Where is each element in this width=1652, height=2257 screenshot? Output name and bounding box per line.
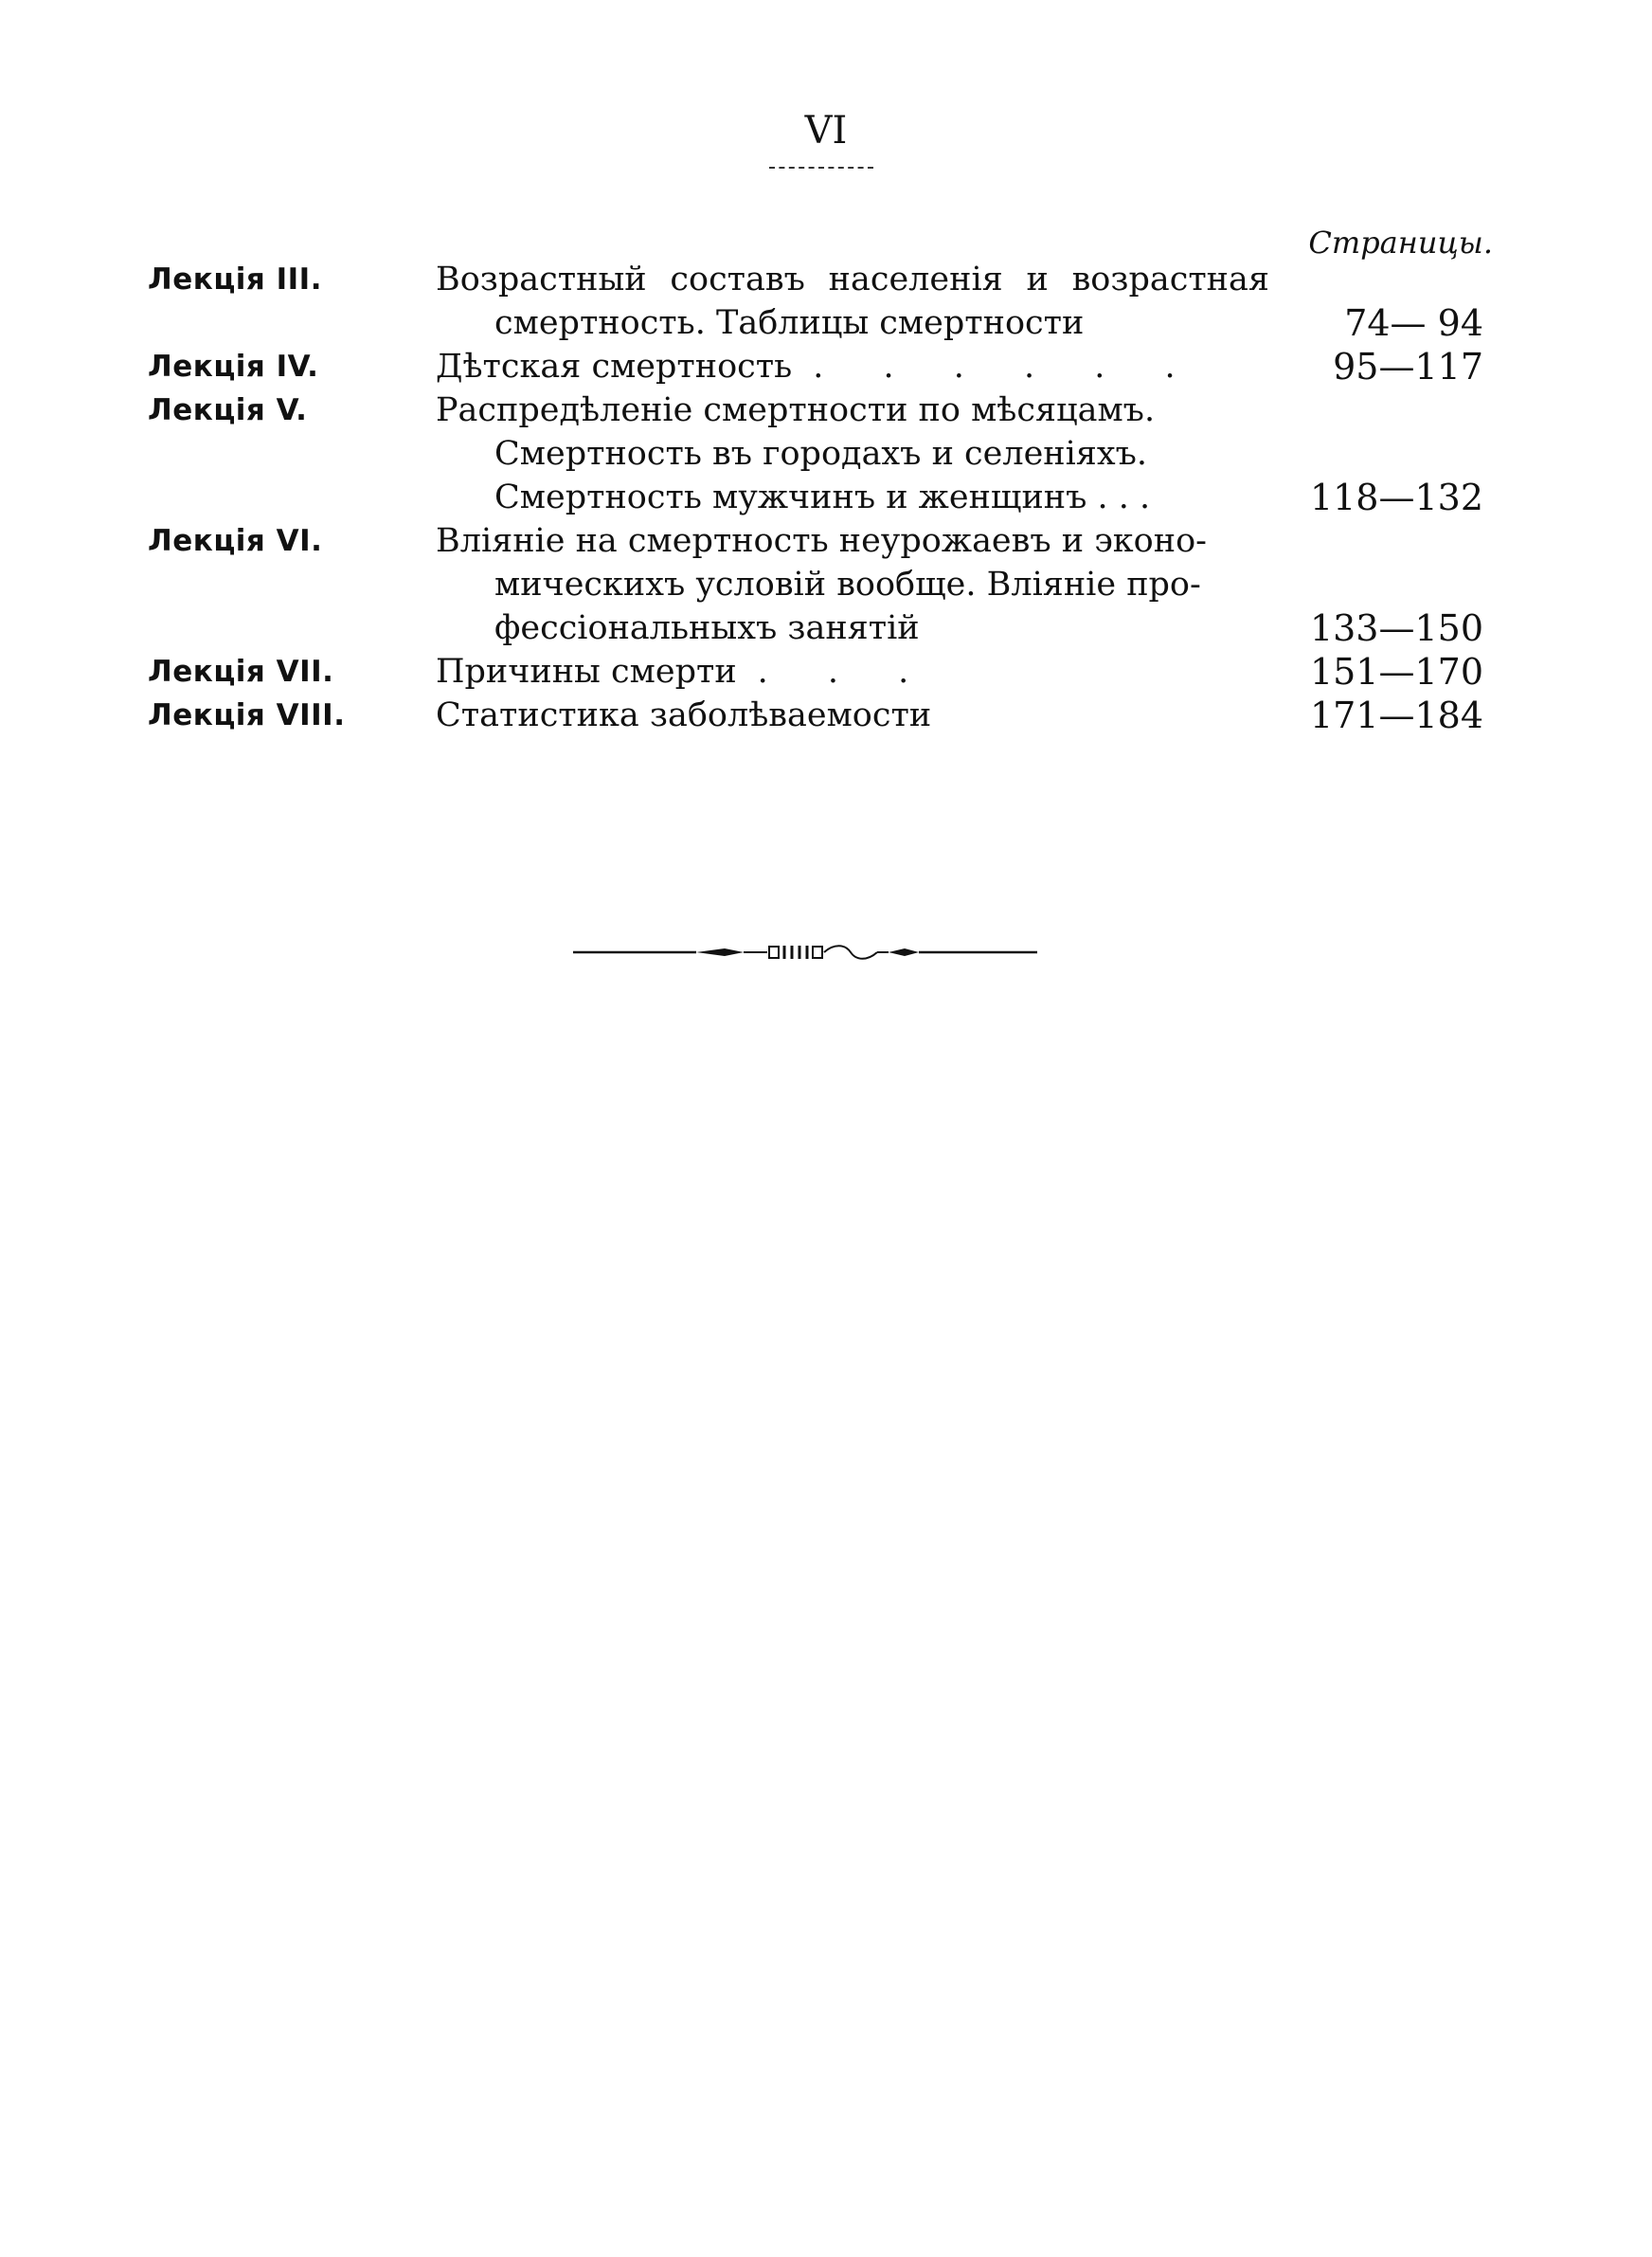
page-range: 151—170 bbox=[1309, 651, 1483, 693]
page-range: 171—184 bbox=[1309, 695, 1483, 736]
title-line: Смертность мужчинъ и женщинъ . . . bbox=[494, 478, 1151, 516]
lecture-label: Лекція III. bbox=[148, 262, 322, 297]
page-range: 95—117 bbox=[1333, 346, 1483, 388]
entry-title bbox=[436, 345, 1269, 388]
title-line: фессіональныхъ занятій bbox=[494, 609, 920, 647]
entry-title bbox=[436, 258, 1269, 345]
entry-title bbox=[436, 519, 1269, 650]
lecture-label: Лекція VII. bbox=[148, 655, 334, 689]
title-line: Смертность въ городахъ и селеніяхъ. bbox=[494, 435, 1148, 473]
page-range: 74— 94 bbox=[1344, 302, 1483, 344]
title-line: Дѣтская смертность bbox=[436, 348, 793, 386]
page-number-underline bbox=[769, 167, 873, 169]
leader-dots: . . . bbox=[757, 653, 934, 691]
lecture-label: Лекція VI. bbox=[148, 524, 323, 558]
title-line: смертность. Таблицы смертности bbox=[494, 304, 1085, 342]
lecture-label: Лекція IV. bbox=[148, 350, 319, 384]
page-range: 133—150 bbox=[1309, 607, 1483, 649]
title-line: Вліяніе на смертность неурожаевъ и эконо- bbox=[436, 522, 1207, 560]
title-line: Возрастный составъ населенія и возрастная bbox=[436, 261, 1269, 298]
lecture-label: Лекція V. bbox=[148, 393, 308, 427]
lecture-label: Лекція VIII. bbox=[148, 698, 346, 732]
title-line: Статистика заболѣваемости bbox=[436, 696, 932, 734]
leader-dots: . . . . . . bbox=[813, 348, 1200, 386]
page-range: 118—132 bbox=[1309, 477, 1483, 518]
entry-title bbox=[436, 650, 1269, 694]
pages-column-header: Страницы. bbox=[1308, 225, 1493, 261]
title-line: Причины смерти bbox=[436, 653, 737, 691]
page-number: VI bbox=[804, 109, 848, 153]
ornament-divider-icon bbox=[568, 938, 1042, 966]
entry-title bbox=[436, 694, 1269, 737]
title-line: мическихъ условій вообще. Вліяніе про- bbox=[494, 566, 1201, 604]
entry-title bbox=[436, 388, 1269, 519]
title-line: Распредѣленіе смертности по мѣсяцамъ. bbox=[436, 391, 1156, 429]
